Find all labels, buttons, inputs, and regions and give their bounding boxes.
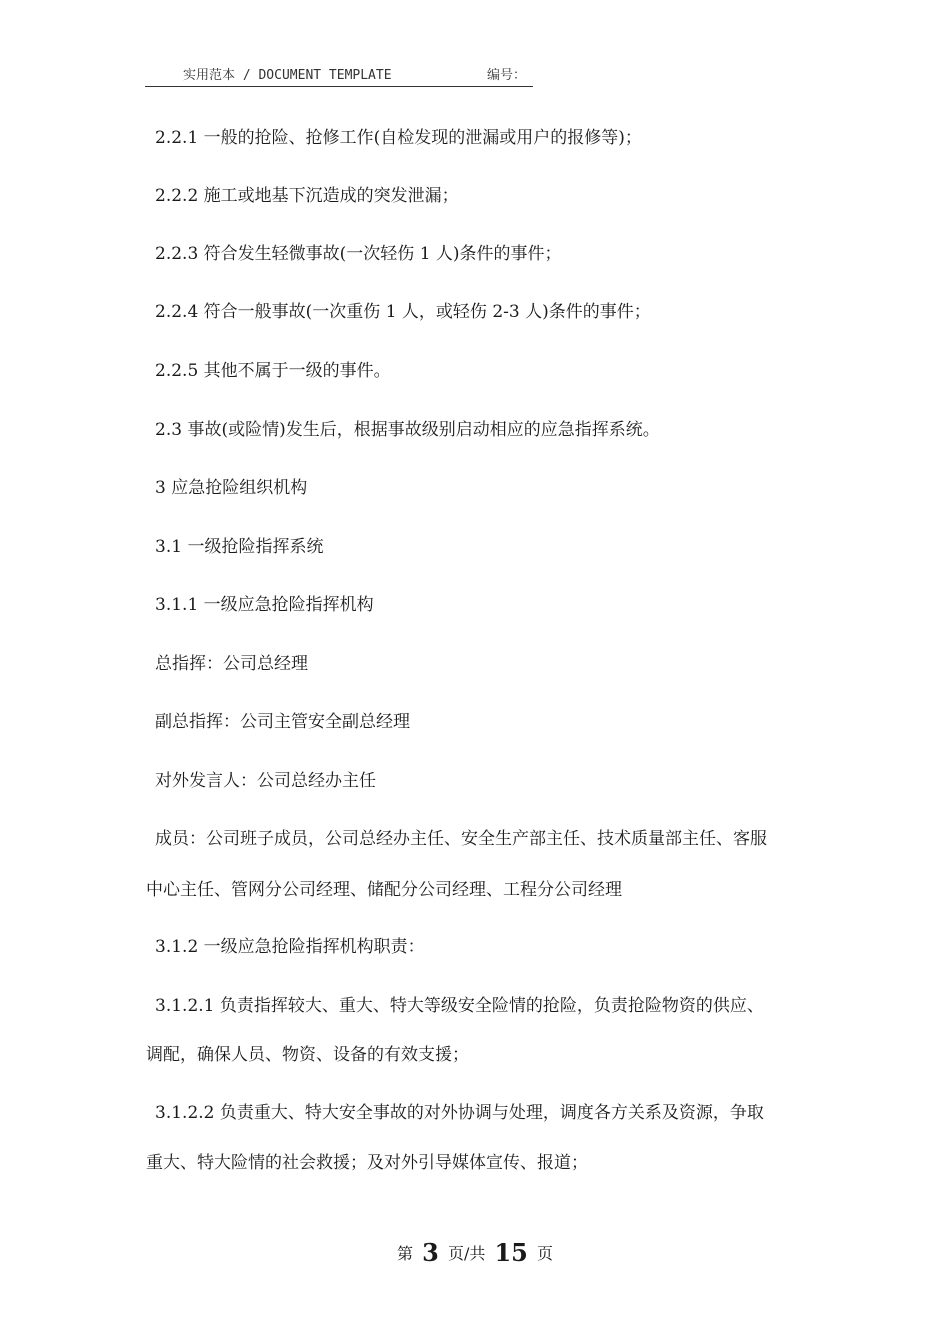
paragraph-3-1-2-1-continued: 调配，确保人员、物资、设备的有效支援； — [146, 1045, 469, 1065]
heading-3-1-2: 3.1.2 一级应急抢险指挥机构职责： — [155, 937, 425, 957]
paragraph-3-1-2-1: 3.1.2.1 负责指挥较大、重大、特大等级安全险情的抢险，负责抢险物资的供应、 — [155, 996, 764, 1016]
total-page-number: 15 — [494, 1238, 528, 1267]
footer-suffix: 页 — [536, 1244, 553, 1263]
paragraph-2-2-3: 2.2.3 符合发生轻微事故(一次轻伤 1 人)条件的事件； — [155, 244, 562, 264]
paragraph-2-3: 2.3 事故(或险情)发生后，根据事故级别启动相应的应急指挥系统。 — [155, 420, 660, 440]
paragraph-2-2-4: 2.2.4 符合一般事故(一次重伤 1 人，或轻伤 2-3 人)条件的事件； — [155, 302, 651, 322]
heading-3-1-1: 3.1.1 一级应急抢险指挥机构 — [155, 595, 374, 615]
paragraph-3-1-2-2: 3.1.2.2 负责重大、特大安全事故的对外协调与处理，调度各方关系及资源，争取 — [155, 1103, 764, 1123]
page-footer — [0, 1238, 950, 1269]
paragraph-2-2-1: 2.2.1 一般的抢险、抢修工作(自检发现的泄漏或用户的报修等)； — [155, 128, 642, 148]
paragraph-3-1-2-2-continued: 重大、特大险情的社会救援；及对外引导媒体宣传、报道； — [146, 1153, 588, 1173]
current-page-number: 3 — [422, 1238, 439, 1267]
paragraph-deputy-commander: 副总指挥：公司主管安全副总经理 — [155, 712, 410, 732]
heading-3-1: 3.1 一级抢险指挥系统 — [155, 537, 324, 557]
paragraph-2-2-2: 2.2.2 施工或地基下沉造成的突发泄漏； — [155, 186, 459, 206]
page-header — [145, 66, 533, 87]
paragraph-commander: 总指挥：公司总经理 — [155, 654, 308, 674]
header-template-label: 实用范本 / DOCUMENT TEMPLATE — [183, 68, 392, 83]
heading-3: 3 应急抢险组织机构 — [155, 478, 308, 498]
paragraph-members-continued: 中心主任、管网分公司经理、储配分公司经理、工程分公司经理 — [146, 880, 622, 900]
paragraph-2-2-5: 2.2.5 其他不属于一级的事件。 — [155, 361, 391, 381]
paragraph-members: 成员：公司班子成员，公司总经办主任、安全生产部主任、技术质量部主任、客服 — [155, 829, 767, 849]
footer-middle: 页/共 — [447, 1244, 486, 1263]
header-number-label: 编号： — [487, 68, 527, 83]
paragraph-spokesperson: 对外发言人：公司总经办主任 — [155, 771, 376, 791]
footer-prefix: 第 — [397, 1244, 414, 1263]
